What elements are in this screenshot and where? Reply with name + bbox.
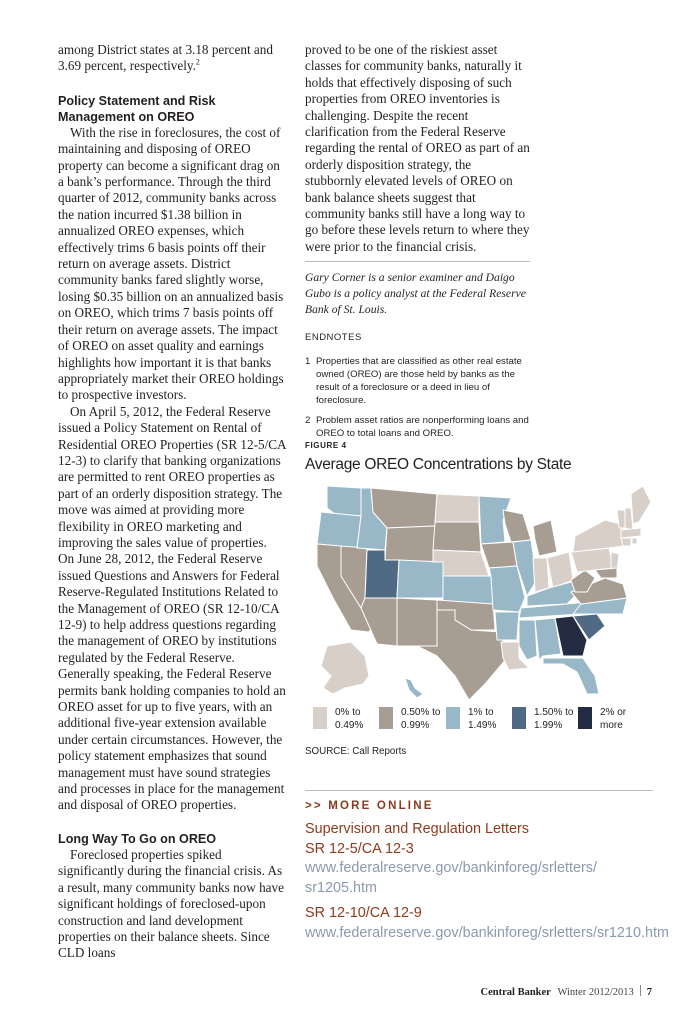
link-sr1205[interactable]: www.federalreserve.gov/bankinforeg/srletters/ — [305, 860, 597, 876]
more-online-heading: >> MORE ONLINE — [305, 800, 434, 812]
endnotes-title: ENDNOTES — [305, 332, 362, 344]
legend-swatch — [512, 707, 526, 729]
us-state-map — [305, 480, 655, 702]
section-heading-long-way: Long Way To Go on OREO — [58, 831, 217, 846]
figure-source: SOURCE: Call Reports — [305, 746, 407, 757]
state-colorado — [397, 560, 443, 598]
footer-divider — [640, 985, 641, 996]
legend-item: 2% or more — [578, 707, 626, 732]
state-new-york — [573, 520, 623, 552]
divider — [305, 790, 653, 791]
left-column — [58, 42, 286, 962]
link-sr1210[interactable]: www.federalreserve.gov/bankinforeg/srletters/sr1210.htm — [305, 924, 669, 941]
state-oregon — [317, 512, 361, 548]
state-iowa — [481, 542, 517, 568]
footnote-ref[interactable]: 2 — [195, 58, 200, 68]
endnote-item: 2 Problem asset ratios are nonperforming loans and OREO to total loans and OREO. — [305, 414, 529, 439]
state-wyoming — [385, 526, 435, 562]
legend-item: 1.50% to 1.99% — [512, 707, 573, 732]
legend-swatch — [578, 707, 592, 729]
divider — [305, 261, 530, 262]
state-indiana — [533, 558, 549, 592]
state-new-mexico — [397, 598, 437, 646]
state-connecticut — [621, 538, 631, 546]
state-florida — [543, 658, 599, 694]
state-arkansas — [495, 612, 519, 640]
state-north-dakota — [435, 494, 479, 522]
more-online-box — [305, 790, 669, 943]
state-south-dakota — [433, 522, 481, 552]
publication-name: Central Banker — [480, 987, 551, 998]
legend-item: 0.50% to 0.99% — [379, 707, 440, 732]
link-title-sr12-10: SR 12-10/CA 12-9 — [305, 905, 422, 921]
state-maine — [631, 486, 651, 524]
page-number: 7 — [646, 987, 652, 998]
state-rhode-island — [632, 538, 637, 544]
paragraph-continued: proved to be one of the riskiest asset classes for community banks, naturally it holds that effectively disposing of such properties from OREO inventories is challenging. Despite the recent clarification from the Federal Reserve regarding the rental of OREO as part of an orderly disposition strategy, the stubbornly elevated levels of OREO on bank balance sheets suggest that community banks still have a long way to go before these levels return to where they were prior to the financial crisis. — [305, 42, 530, 254]
legend-item: 0% to 0.49% — [313, 707, 363, 732]
state-hawaii — [405, 678, 423, 698]
state-mississippi — [519, 620, 537, 660]
paragraph-intro: among District states at 3.18 percent and 3.69 percent, respectively.$^2$ — [58, 42, 273, 74]
figure-label: FIGURE 4 — [305, 441, 347, 450]
legend-item: 1% to 1.49% — [446, 707, 496, 732]
state-kansas — [443, 576, 493, 604]
more-online-title: Supervision and Regulation Letters — [305, 821, 529, 837]
legend-swatch — [313, 707, 327, 729]
paragraph-oreo-costs: With the rise in foreclosures, the cost of maintaining and disposing of OREO property can become a significant drag on a bank’s performance. Through the third quarter of 2012, community banks across the nation incurred $1.38 billion in annualized OREO expenses, which effectively trims 6 basis points off their return on average assets. District community banks fared slightly worse, losing $0.35 billion on an annualized basis on OREO, which trims 7 basis points off their return on average assets. The impact of OREO on asset quality and earnings highlights how important it is that banks appropriately market their OREO holdings to prospective investors. — [58, 124, 284, 403]
page-footer — [481, 985, 652, 998]
figure-header — [305, 441, 571, 474]
state-massachusetts — [621, 528, 641, 538]
figure-title: Average OREO Concentrations by State — [305, 456, 572, 473]
link-sr1205-cont[interactable]: sr1205.htm — [305, 879, 377, 896]
link-title-sr12-5: SR 12-5/CA 12-3 — [305, 840, 414, 857]
state-michigan — [533, 520, 557, 556]
state-vermont — [617, 510, 625, 528]
issue-date: Winter 2012/2013 — [557, 987, 634, 998]
state-washington — [327, 486, 361, 516]
state-wisconsin — [503, 510, 531, 542]
paragraph-policy-statement: On April 5, 2012, the Federal Reserve issued a Policy Statement on Rental of Residential OREO Properties (SR 12-5/CA 12-3) to clarify that banking organizations are permitted to rent OREO properties as part of an orderly disposition strategy. The move was aimed at providing more flexibility in OREO marketing and improving the sales value of properties. On June 28, 2012, the Federal Reserve issued Questions and Answers for Federal Reserve-Regulated Institutions Related to the Management of OREO (SR 12-10/CA 12-9) to help address questions regarding the management of OREO by institutions regulated by the Federal Reserve. Generally speaking, the Federal Reserve permits bank holding companies to hold an OREO asset for up to five years, with an additional five-year extension available under certain circumstances. However, the policy statement emphasizes that sound management must have sound strategies and processes in place for the management and disposal of OREO properties. — [58, 403, 286, 813]
state-maryland — [595, 568, 617, 578]
state-alaska — [321, 642, 369, 694]
legend-swatch — [446, 707, 460, 729]
legend-swatch — [379, 707, 393, 729]
endnote-item: 1 Properties that are classified as other real estate owned (OREO) are those held by banks as the result of a foreclosure or a deed in lieu of foreclosure. — [305, 355, 522, 407]
paragraph-foreclosed: Foreclosed properties spiked significantly during the financial crisis. As a result, many community banks now have significant holdings of foreclosed-upon construction and land development properties on their balance sheets. Since CLD loans — [58, 846, 284, 961]
right-column — [305, 42, 530, 440]
author-byline: Gary Corner is a senior examiner and Daigo Gubo is a policy analyst at the Federal Reserve Bank of St. Louis. — [305, 271, 526, 317]
section-heading-policy: Policy Statement and Risk Management on OREO — [58, 93, 216, 124]
